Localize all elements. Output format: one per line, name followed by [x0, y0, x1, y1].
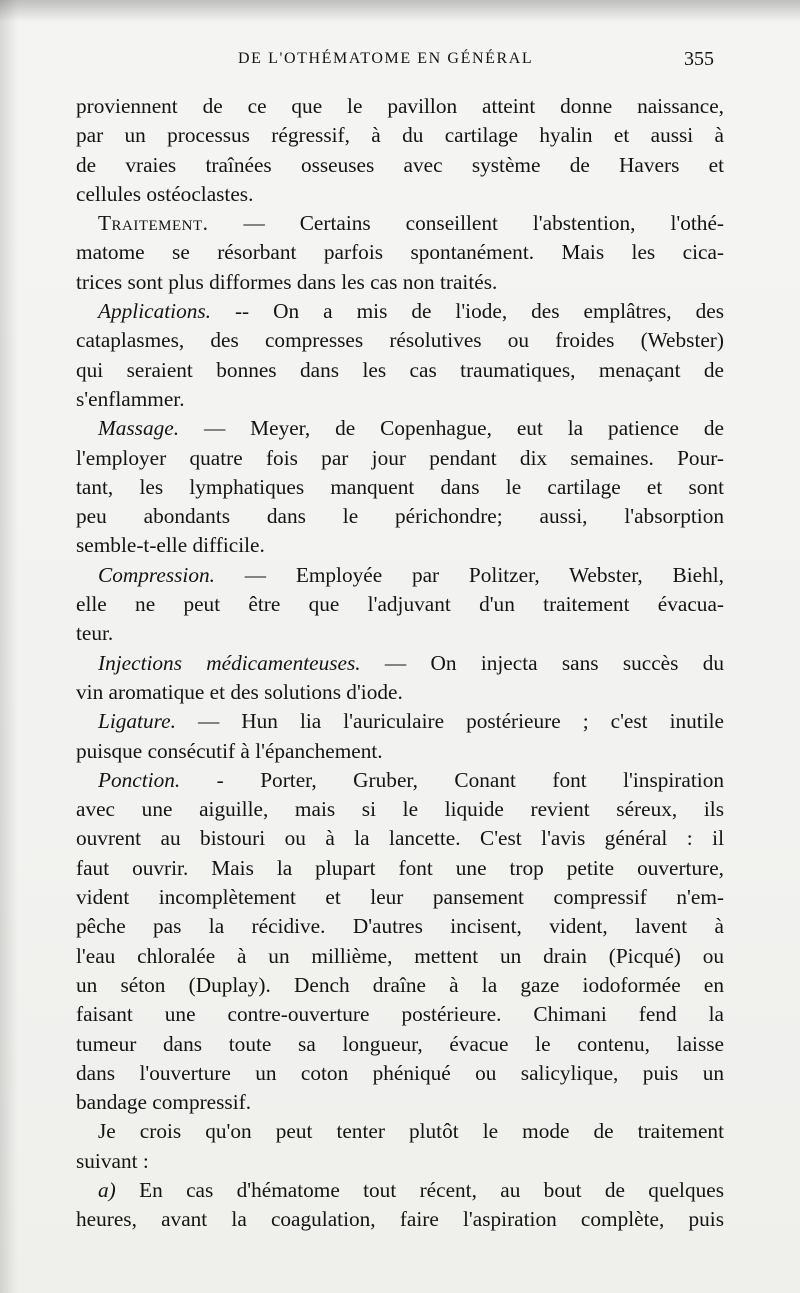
text-line: avec une aiguille, mais si le liquide revient séreux, ils [76, 797, 724, 822]
text-line: ouvrent au bistouri ou à la lancette. C'est l'avis général : il [76, 826, 724, 851]
text-run: — Meyer, de Copenhague, eut la patience de [203, 416, 724, 441]
text-run: En cas d'hématome tout récent, au bout de quelques [139, 1177, 725, 1202]
paragraph-massage [76, 414, 724, 443]
paragraph-ligature [76, 707, 724, 736]
text-line: de vraies traînées osseuses avec système de Havers et [76, 152, 724, 177]
text-line: dans l'ouverture un coton phéniqué ou salicylique, puis un [76, 1060, 724, 1085]
page-number: 355 [684, 48, 714, 70]
text-line: proviennent de ce que le pavillon atteint donne naissance, [76, 94, 724, 118]
heading-massage: Massage. [98, 416, 180, 441]
text-run: — Employée par Politzer, Webster, Biehl, [244, 562, 725, 587]
heading-compression: Compression. [98, 562, 215, 587]
text-line: pêche pas la récidive. D'autres incisent, vident, lavent à [76, 914, 724, 939]
text-line: peu abondants dans le périchondre; aussi, l'absorption [76, 504, 724, 529]
text-line: faisant une contre-ouverture postérieure. Chimani fend la [76, 1002, 724, 1027]
text-line: teur. [76, 621, 114, 646]
text-run: — Hun lia l'auriculaire postérieure ; c'est inutile [197, 709, 725, 734]
text-line: cellules ostéoclastes. [76, 181, 254, 206]
running-head: DE L'OTHÉMATOME EN GÉNÉRAL [238, 50, 534, 67]
heading-ponction: Ponction. [98, 767, 181, 792]
text-line: s'enflammer. [76, 386, 185, 411]
text-line: faut ouvrir. Mais la plupart font une trop petite ouverture, [76, 855, 724, 880]
paragraph-compression [76, 561, 724, 590]
text-run: -- On a mis de l'iode, des emplâtres, des [234, 299, 724, 324]
text-line: qui seraient bonnes dans les cas traumatiques, menaçant de [76, 357, 724, 382]
text-run: — Certains conseillent l'abstention, l'othé- [243, 211, 724, 236]
heading-ligature: Ligature. [98, 709, 176, 734]
paragraph-injections [76, 649, 724, 678]
text-line: vident incomplètement et leur pansement compressif n'em- [76, 885, 724, 910]
text-line: l'employer quatre fois par jour pendant dix semaines. Pour- [76, 445, 724, 470]
text-line: tumeur dans toute sa longueur, évacue le contenu, laisse [76, 1031, 724, 1056]
text-line: semble-t-elle difficile. [76, 533, 265, 558]
heading-applications: Applications. [98, 299, 211, 324]
text-line: trices sont plus difformes dans les cas non traités. [76, 269, 498, 294]
heading-traitement: Traitement. [98, 211, 209, 236]
text-line: heures, avant la coagulation, faire l'aspiration complète, puis [76, 1207, 724, 1232]
text-line: suivant : [76, 1148, 149, 1173]
text-line: un séton (Duplay). Dench draîne à la gaze iodoformée en [76, 972, 724, 997]
heading-injections: Injections médicamenteuses. [98, 650, 361, 675]
paragraph-item-a [76, 1176, 724, 1205]
text-line: par un processus régressif, à du cartilage hyalin et aussi à [76, 123, 724, 148]
scan-left-shadow [0, 0, 18, 1293]
paragraph-traitement [76, 209, 724, 238]
text-line: l'eau chloralée à un millième, mettent un drain (Picqué) ou [76, 943, 724, 968]
text-run: — On injecta sans succès du [384, 650, 725, 675]
paragraph-applications [76, 297, 724, 326]
text-line: elle ne peut être que l'adjuvant d'un traitement évacua- [76, 592, 724, 617]
text-line: puisque consécutif à l'épanchement. [76, 738, 383, 763]
scan-top-shadow [0, 0, 800, 22]
text-line: Je crois qu'on peut tenter plutôt le mode de traitement [98, 1119, 724, 1144]
text-line: cataplasmes, des compresses résolutives ou froides (Webster) [76, 328, 724, 353]
text-run: - Porter, Gruber, Conant font l'inspiration [216, 767, 724, 792]
text-line: matome se résorbant parfois spontanément. Mais les cica- [76, 240, 724, 265]
paragraph-ponction [76, 766, 724, 795]
body-text [76, 92, 724, 1235]
text-line: vin aromatique et des solutions d'iode. [76, 679, 403, 704]
text-line: tant, les lymphatiques manquent dans le cartilage et sont [76, 474, 724, 499]
text-line: bandage compressif. [76, 1090, 252, 1115]
item-a-marker: a) [98, 1177, 116, 1202]
